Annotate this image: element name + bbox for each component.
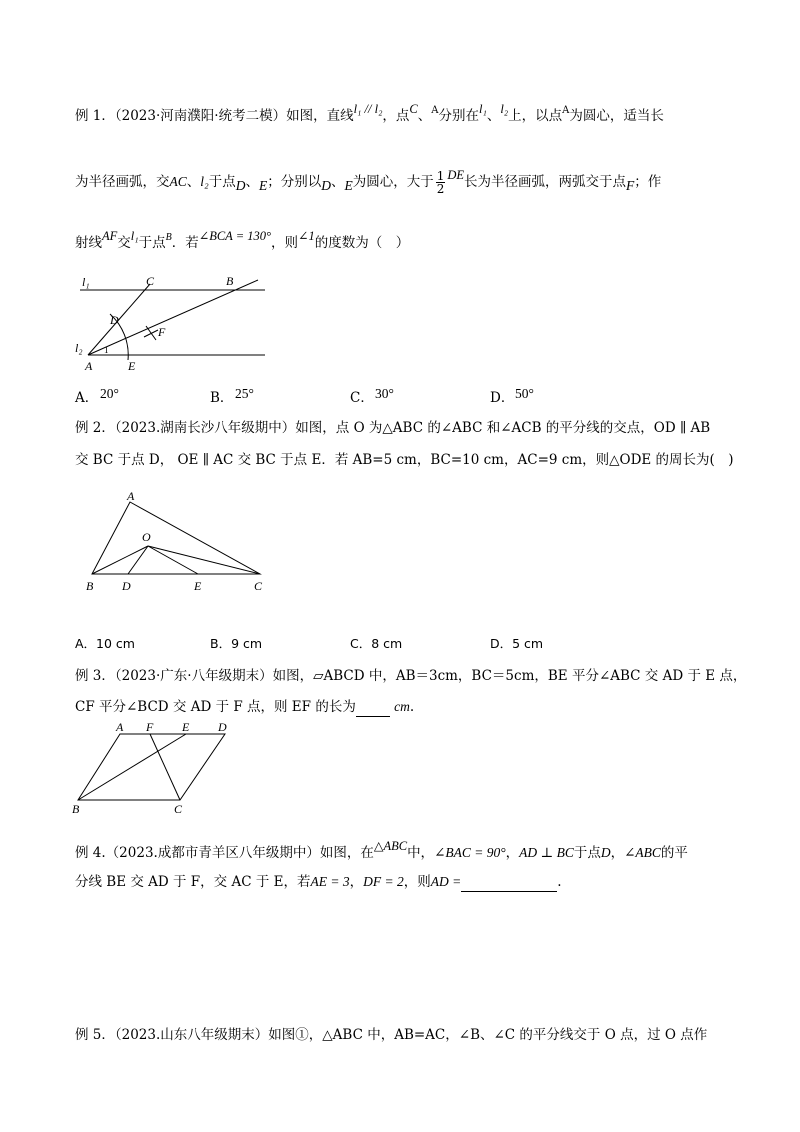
segment-oe xyxy=(148,546,198,574)
label-c: C xyxy=(174,802,183,816)
label-e: E xyxy=(182,720,190,734)
label-b: B xyxy=(72,802,80,816)
ex2-choices: A．10 cm B．9 cm C．8 cm D．5 cm xyxy=(75,636,544,651)
label-c: C xyxy=(146,274,155,288)
ex2-line1: 例 2．（2023.湖南长沙八年级期中）如图，点 O 为△ABC 的∠ABC 和∠ACB 的平分线的交点，OD ∥ AB xyxy=(75,420,711,436)
ex5-line1: 例 5．（2023.山东八年级期末）如图①，△ABC 中，AB=AC，∠B、∠C 的平分线交于 O 点，过 O 点作 xyxy=(75,1027,708,1043)
label-l2: l₂ xyxy=(75,341,83,355)
ex1-line2: 为半径画弧，交AC、l₂于点D、E；分别以D、E为圆心，大于 $\frac{1}{2}$ DE长为半径画弧，两弧交于点F；作 xyxy=(75,168,662,196)
parallelogram-abcd xyxy=(78,734,225,800)
label-b: B xyxy=(226,274,234,288)
ex4-answer-blank xyxy=(461,891,557,892)
segment-bo xyxy=(92,546,148,574)
label-d: D xyxy=(218,720,227,734)
ex1-choices: A． 20° B． 25° C． 30° D． 50° xyxy=(75,386,534,406)
label-d: D xyxy=(110,313,119,327)
ex2-figure xyxy=(80,486,280,598)
label-angle-1: 1 xyxy=(104,345,109,355)
ex1-line3: 射线AF交l₁于点$^B$．若∠BCA = 130°，则∠1的度数为（ ） xyxy=(75,229,410,251)
label-e: E xyxy=(128,359,136,373)
label-a: A xyxy=(127,489,135,503)
label-f: F xyxy=(146,720,154,734)
label-a: A xyxy=(85,359,93,373)
ex4-line1: 例 4.（2023.成都市青羊区八年级期中）如图，在△ABC中，∠BAC = 90°，AD ⊥ BC于点D，∠ABC的平 xyxy=(75,839,688,861)
ex2-line2: 交 BC 于点 D， OE ∥ AC 交 BC 于点 E．若 AB=5 cm，BC=10 cm，AC=9 cm，则△ODE 的周长为( ) xyxy=(75,452,734,468)
triangle-abc xyxy=(92,502,260,574)
arc-cross-f xyxy=(144,326,158,340)
label-f: F xyxy=(158,325,166,339)
label-b: B xyxy=(86,579,94,593)
label-l1: l₁ xyxy=(82,275,90,289)
segment-be xyxy=(78,734,186,800)
label-c: C xyxy=(254,579,263,593)
ex3-figure xyxy=(70,720,240,816)
ex1-line1: 例 1．（2023·河南濮阳·统考二模）如图，直线l₁ // l₂，点C、$^A$分别在l₁、l₂上，以点$^A$为圆心，适当长 xyxy=(75,102,664,124)
segment-oc xyxy=(148,546,260,574)
label-d: D xyxy=(122,579,131,593)
segment-cf xyxy=(150,734,180,800)
segment-od xyxy=(128,546,148,574)
ex3-line2: CF 平分∠BCD 交 AD 于 F 点，则 EF 的长为 cm. xyxy=(75,699,415,715)
ex3-answer-blank xyxy=(356,716,390,717)
label-a: A xyxy=(116,720,124,734)
ex3-line1: 例 3．（2023·广东·八年级期末）如图，▱ABCD 中，AB＝3cm，BC＝5cm，BE 平分∠ABC 交 AD 于 E 点， xyxy=(75,668,747,684)
label-e: E xyxy=(194,579,202,593)
segment-ac xyxy=(88,284,150,355)
half-fraction: $\frac{1}{2}$ xyxy=(436,169,445,196)
ex4-line2: 分线 BE 交 AD 于 F，交 AC 于 E，若AE = 3，DF = 2，则AD = . xyxy=(75,874,562,890)
ex1-figure xyxy=(70,268,280,380)
label-o: O xyxy=(142,530,151,544)
